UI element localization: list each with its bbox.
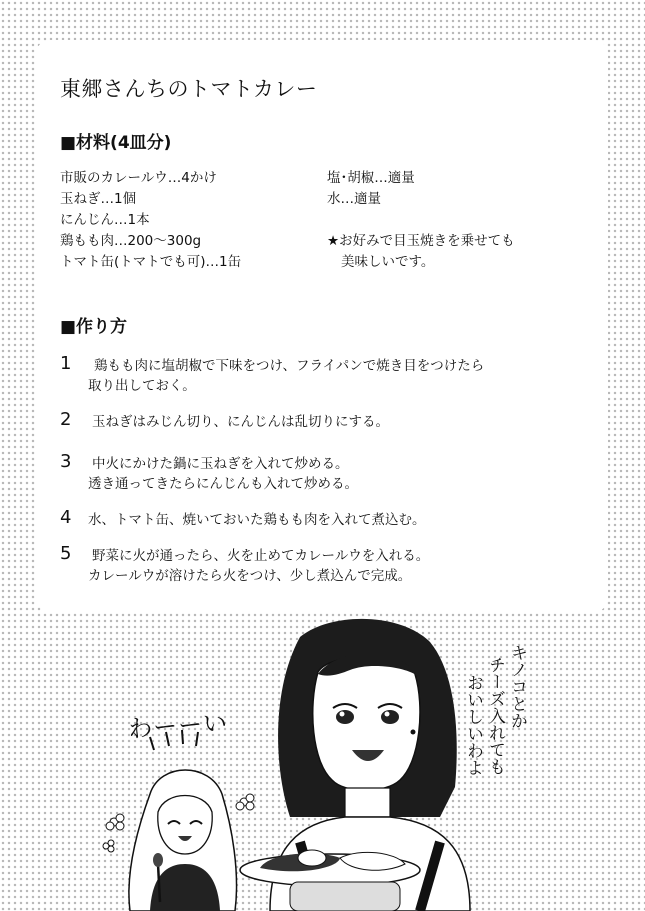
step-line: 透き通ってきたらにんじんも入れて炒める。 (88, 476, 358, 492)
woman-eye-left (336, 710, 354, 724)
note-line: ★お好みで目玉焼きを乗せても (327, 233, 515, 249)
step-number: 5 (60, 543, 72, 564)
fried-egg (298, 850, 326, 866)
method-header: ■作り方 (60, 317, 128, 337)
step-line: 野菜に火が通ったら、火を止めてカレールウを入れる。 (92, 548, 430, 564)
ingredient-item: 玉ねぎ…1個 (60, 191, 137, 207)
step-line: 水、トマト缶、焼いておいた鶏もも肉を入れて煮込む。 (88, 512, 426, 528)
step-number: 3 (60, 451, 72, 472)
characters-drawing (0, 612, 645, 911)
step-line: カレールウが溶けたら火をつけ、少し煮込んで完成。 (88, 568, 412, 584)
ingredient-item: トマト缶(トマトでも可)…1缶 (60, 254, 242, 270)
ingredient-item: にんじん…1本 (60, 212, 150, 228)
step-number: 4 (60, 507, 72, 528)
ingredients-header: ■材料(4皿分) (60, 133, 172, 153)
step-line: 取り出しておく。 (88, 378, 196, 394)
ingredient-item: 市販のカレールウ…4かけ (60, 170, 217, 186)
ingredients-right-list (327, 168, 515, 273)
note-line: 美味しいです。 (341, 254, 435, 270)
speech-line: おいしいわよ (463, 674, 483, 776)
oven-mitt (290, 882, 400, 911)
manga-illustration (0, 612, 645, 911)
step-line: 玉ねぎはみじん切り、にんじんは乱切りにする。 (92, 414, 389, 430)
ingredient-item: 水…適量 (327, 191, 381, 207)
woman-eye-right (381, 710, 399, 724)
girl-face (158, 796, 212, 855)
speech-line: チーズ入れても (485, 656, 505, 775)
step-line: 中火にかけた鍋に玉ねぎを入れて炒める。 (92, 456, 349, 472)
recipe-title: 東郷さんちのトマトカレー (60, 77, 318, 101)
exclaim-text: わーーい (127, 708, 230, 744)
ingredient-item: 鶏もも肉…200〜300g (60, 233, 202, 249)
woman-face (313, 657, 420, 790)
recipe-card (36, 40, 608, 612)
step-line: 鶏もも肉に塩胡椒で下味をつけ、フライパンで焼き目をつけたら (94, 358, 485, 374)
ingredients-left-list (60, 168, 241, 273)
ingredient-item: 塩･胡椒…適量 (327, 170, 415, 186)
step-number: 2 (60, 409, 72, 430)
speech-line: キノコとか (507, 644, 527, 729)
step-number: 1 (60, 353, 72, 374)
